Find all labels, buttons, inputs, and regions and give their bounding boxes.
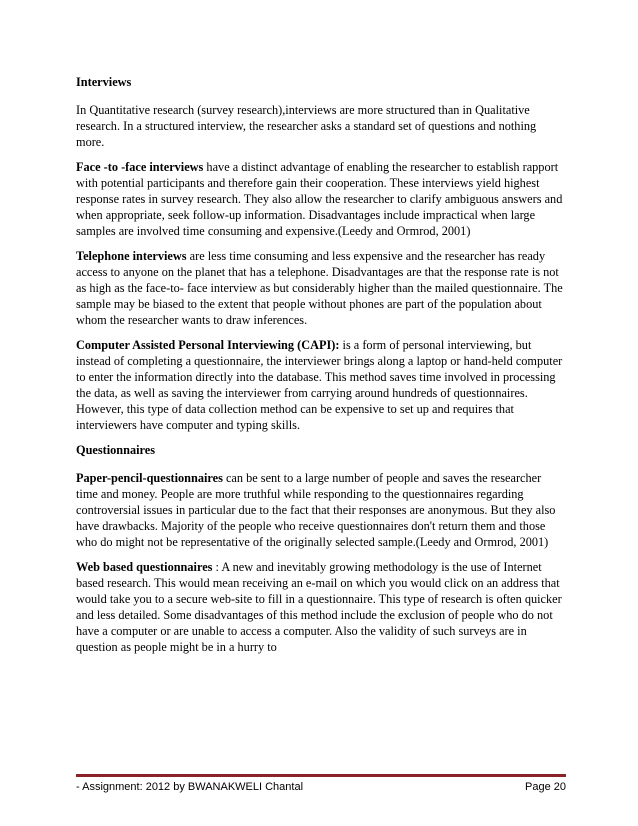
page-body xyxy=(76,74,566,664)
term-paper-pencil: Paper-pencil-questionnaires xyxy=(76,471,223,485)
term-web-based: Web based questionnaires xyxy=(76,560,213,574)
text-telephone: are less time consuming and less expensive and the researcher has ready access to anyone on the planet that has a telephone. Disadvantages are that the response rate is not as high as the face-to- face interview as but considerably higher than the mailed questionnaire. The sample may be biased to the extent that people without phones are part of the population about whom the researcher wants to draw inferences. xyxy=(76,249,563,327)
paragraph-face-to-face xyxy=(76,159,566,239)
text-paper-pencil: can be sent to a large number of people and saves the researcher time and money. People are more truthful while responding to the questionnaires regarding controversial issues in particular due to the fact that their responses are anonymous. But they also have drawbacks. Majority of the people who receive questionnaires don't return them and those who do might not be representative of the originally selected sample.(Leedy and Ormrod, 2001) xyxy=(76,471,556,549)
term-telephone: Telephone interviews xyxy=(76,249,187,263)
paragraph-capi xyxy=(76,337,566,433)
page-number: Page 20 xyxy=(525,781,566,793)
term-face-to-face: Face -to -face interviews xyxy=(76,160,204,174)
heading-questionnaires: Questionnaires xyxy=(76,443,156,457)
paragraph-telephone xyxy=(76,248,566,328)
paragraph-intro: In Quantitative research (survey research),interviews are more structured than in Qualitative research. In a structured interview, the researcher asks a standard set of questions and nothing more. xyxy=(76,103,537,149)
footer-rule xyxy=(76,774,566,777)
paragraph-paper-pencil xyxy=(76,470,566,550)
text-face-to-face: have a distinct advantage of enabling the researcher to establish rapport with potential participants and therefore gain their cooperation. These interviews yield highest response rates in survey research. They also allow the researcher to clarify ambiguous answers and when appropriate, seek follow-up information. Disadvantages include impractical when large samples are involved time consuming and expensive.(Leedy and Ormrod, 2001) xyxy=(76,160,563,238)
text-capi: is a form of personal interviewing, but instead of completing a questionnaire, the interviewer brings along a laptop or hand-held computer to enter the information directly into the database. This method saves time involved in processing the data, as well as saving the interviewer from carrying around hundreds of questionnaires. However, this type of data collection method can be expensive to set up and requires that interviewers have computer and typing skills. xyxy=(76,338,563,432)
heading-interviews: Interviews xyxy=(76,75,132,89)
term-capi: Computer Assisted Personal Interviewing (CAPI): xyxy=(76,338,340,352)
text-web-based: : A new and inevitably growing methodology is the use of Internet based research. This would mean receiving an e-mail on which you would click on an address that would take you to a secure web-site to fill in a questionnaire. This type of research is often quicker and less detailed. Some disadvantages of this method include the exclusion of people who do not have a computer or are unable to access a computer. Also the validity of such surveys are in question as people might be in a hurry to xyxy=(76,560,562,654)
paragraph-web-based xyxy=(76,559,566,655)
footer-author: - Assignment: 2012 by BWANAKWELI Chantal xyxy=(76,781,304,793)
